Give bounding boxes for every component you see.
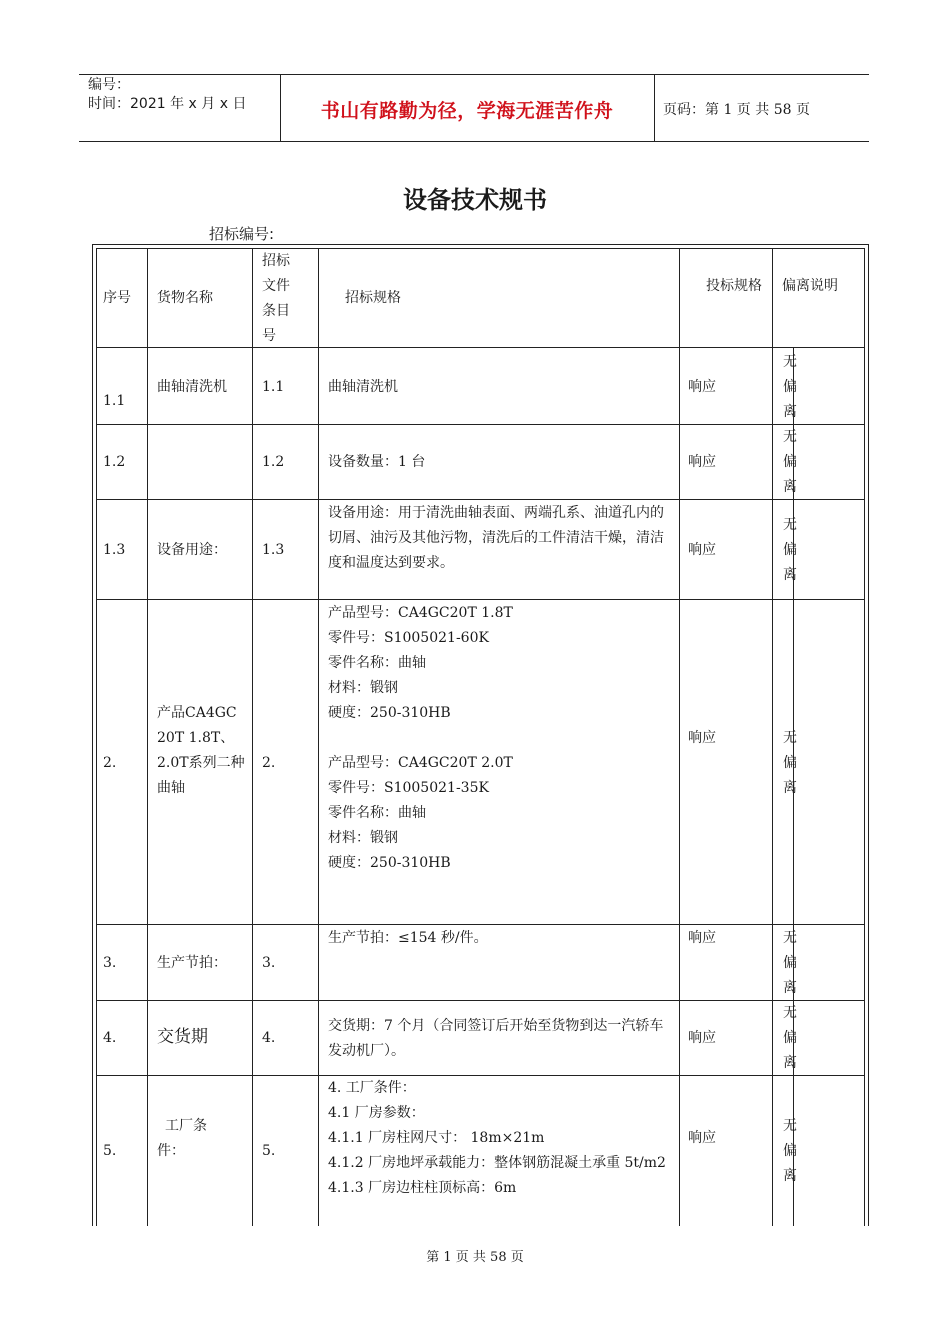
row-1-2-seq: 1.2: [103, 454, 126, 470]
row-1-3-goods: 设备用途：: [157, 542, 227, 558]
table-inner-left: [96, 248, 97, 1226]
row-1-1-clause: 1.1: [262, 379, 285, 395]
row-1-1-seq: 1.1: [103, 393, 126, 409]
header-response: 投标规格: [706, 278, 762, 294]
row-2-seq: 2.: [103, 755, 117, 771]
row-3-clause: 3.: [262, 955, 276, 971]
page-title: 设备技术规书: [403, 186, 547, 214]
row-line-4: [96, 924, 865, 925]
header-deviation: 偏离说明: [782, 278, 838, 294]
row-1-1-spec: 曲轴清洗机: [328, 379, 398, 395]
row-1-2-spec: 设备数量：1 台: [328, 454, 426, 470]
col-line-2: [252, 248, 253, 1226]
number-label: 编号：: [88, 77, 130, 93]
row-1-3-clause: 1.3: [262, 542, 285, 558]
row-1-1-goods: 曲轴清洗机: [157, 379, 227, 395]
table-inner-top: [96, 248, 865, 249]
row-4-goods: 交货期: [157, 1027, 208, 1047]
header-meta: [88, 76, 246, 114]
col-line-5: [772, 248, 773, 1226]
header-divider-2: [654, 74, 655, 142]
row-4-response: 响应: [688, 1030, 716, 1046]
row-4-seq: 4.: [103, 1030, 117, 1046]
row-2-deviation: 无偏离: [783, 730, 797, 796]
row-1-2-response: 响应: [688, 454, 716, 470]
row-line-2: [96, 499, 865, 500]
row-line-header: [96, 347, 865, 348]
row-1-2-clause: 1.2: [262, 454, 285, 470]
row-5-clause: 5.: [262, 1143, 276, 1159]
row-2-goods: 产品CA4GC20T 1.8T、2.0T系列二种曲轴: [157, 705, 245, 796]
page-footer: 第 1 页 共 58 页: [426, 1250, 524, 1265]
row-3-goods: 生产节拍：: [157, 955, 227, 971]
row-5-response: 响应: [688, 1130, 716, 1146]
row-3-response: 响应: [688, 930, 716, 946]
row-4-deviation: 无偏离: [783, 1005, 797, 1071]
row-1-1-response: 响应: [688, 379, 716, 395]
row-line-5: [96, 1000, 865, 1001]
header-bottom-rule: [79, 141, 869, 142]
header-clause: 招标文件条目号: [262, 253, 290, 344]
row-2-spec: 产品型号：CA4GC20T 1.8T 零件号：S1005021-60K 零件名称：曲轴 材料：锻钢 硬度：250-310HB 产品型号：CA4GC20T 2.0T 零件号：S1005021-35K 零件名称：曲轴 材料：锻钢 硬度：250-310HB: [328, 605, 513, 871]
row-1-3-response: 响应: [688, 542, 716, 558]
row-1-3-seq: 1.3: [103, 542, 126, 558]
row-4-spec: 交货期：7 个月（合同签订后开始至货物到达一汽轿车发动机厂）。: [328, 1018, 664, 1059]
col-line-1: [147, 248, 148, 1226]
header-top-rule: [79, 74, 869, 75]
row-1-1-deviation: 无偏离: [783, 354, 797, 420]
header-motto: 书山有路勤为径，学海无涯苦作舟: [320, 100, 614, 122]
col-line-4: [679, 248, 680, 1226]
row-line-3: [96, 599, 865, 600]
header-spec: 招标规格: [345, 290, 401, 306]
row-1-3-spec: 设备用途：用于清洗曲轴表面、两端孔系、油道孔内的切屑、油污及其他污物，清洗后的工件清洁干燥，清洁度和温度达到要求。: [328, 505, 664, 571]
table-outer-top: [92, 244, 869, 245]
table-outer-left: [92, 244, 93, 1226]
row-2-clause: 2.: [262, 755, 276, 771]
table-inner-right: [864, 248, 865, 1226]
row-5-deviation: 无偏离: [783, 1118, 797, 1184]
header-page-info: 页码：第 1 页 共 58 页: [663, 102, 810, 118]
row-3-seq: 3.: [103, 955, 117, 971]
row-3-deviation: 无偏离: [783, 930, 797, 996]
header-goods: 货物名称: [157, 290, 213, 306]
row-1-3-deviation: 无偏离: [783, 517, 797, 583]
table-outer-right: [868, 244, 869, 1226]
bid-number-label: 招标编号:: [209, 225, 275, 243]
row-4-clause: 4.: [262, 1030, 276, 1046]
row-2-response: 响应: [688, 730, 716, 746]
row-line-1: [96, 424, 865, 425]
row-5-spec: 4. 工厂条件： 4.1 厂房参数： 4.1.1 厂房柱网尺寸： 18m×21m 4.1.2 厂房地坪承载能力：整体钢筋混凝土承重 5t/m2 4.1.3 厂房边柱柱顶标高：6m: [328, 1080, 666, 1196]
row-5-goods: 工厂条件：: [157, 1118, 207, 1159]
time-label: 时间：2021 年 x 月 x 日: [88, 96, 247, 112]
row-3-spec: 生产节拍：≤154 秒/件。: [328, 930, 488, 946]
col-line-3: [318, 248, 319, 1226]
row-1-2-deviation: 无偏离: [783, 429, 797, 495]
row-5-seq: 5.: [103, 1143, 117, 1159]
header-seq: 序号: [103, 290, 131, 306]
